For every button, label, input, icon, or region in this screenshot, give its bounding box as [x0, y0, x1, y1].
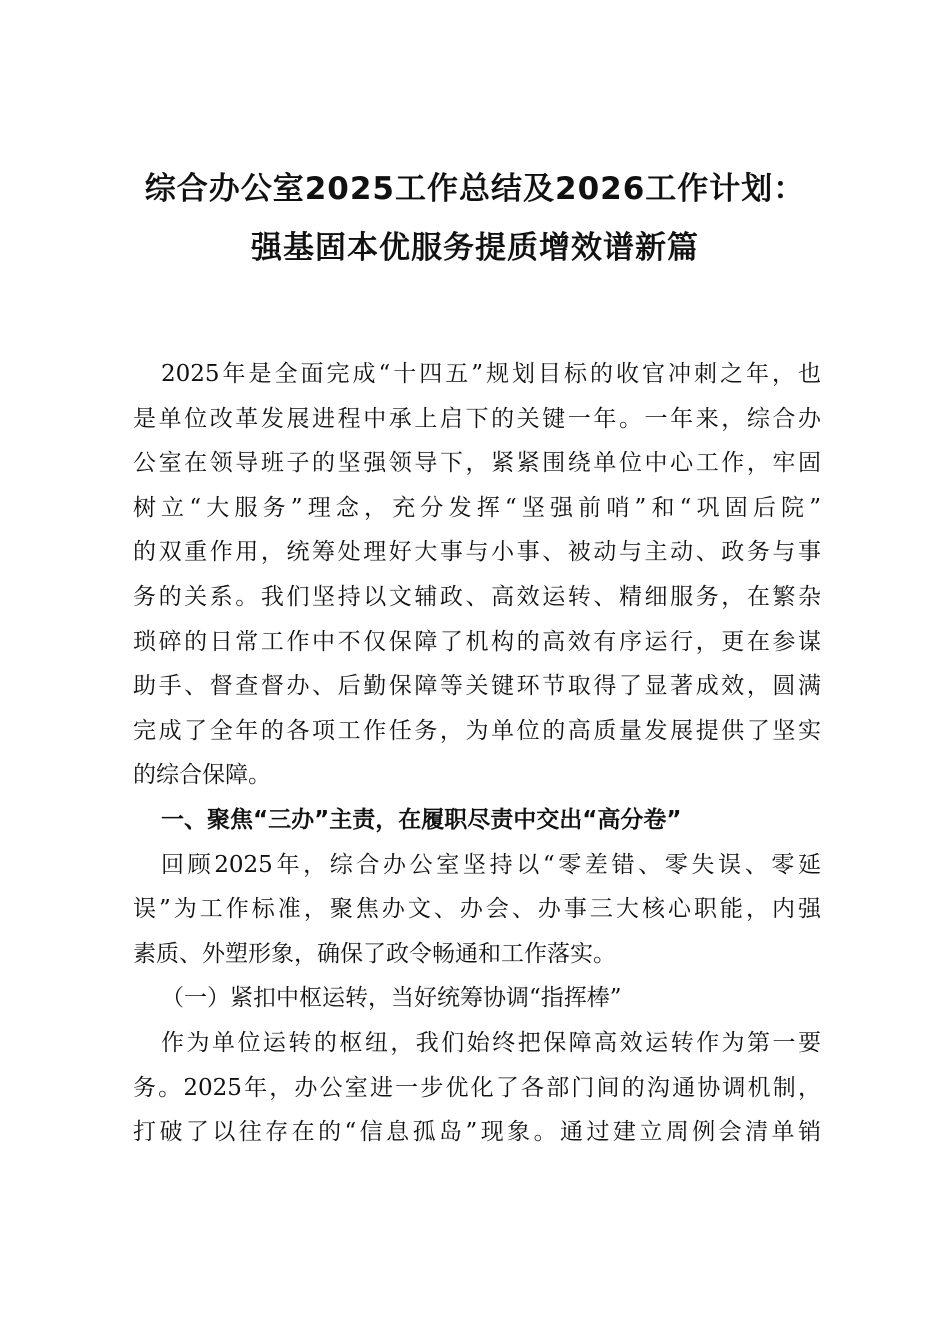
text-line: 回顾2025年，综合办公室坚持以“零差错、零失误、零延	[161, 851, 821, 878]
text-line: 素质、外塑形象，确保了政令畅通和工作落实。	[133, 940, 616, 967]
paragraph	[133, 1021, 821, 1155]
text-line: 误”为工作标准，聚焦办文、办会、办事三大核心职能，内强	[133, 896, 821, 923]
text-line: 的综合保障。	[133, 762, 271, 789]
text-line: 2025年是全面完成“十四五”规划目标的收官冲刺之年，也	[161, 361, 821, 387]
text-line: 务的关系。我们坚持以文辅政、高效运转、精细服务，在繁杂	[133, 583, 821, 610]
text-line: 完成了全年的各项工作任务，为单位的高质量发展提供了坚实	[133, 717, 821, 744]
text-line: 一、聚焦“三办”主责，在履职尽责中交出“高分卷”	[161, 806, 682, 833]
title-line-2: 强基固本优服务提质增效谱新篇	[251, 230, 699, 266]
subsection-heading	[133, 976, 821, 1021]
text-line: 是单位改革发展进程中承上启下的关键一年。一年来，综合办	[133, 405, 821, 432]
text-line: 打破了以往存在的“信息孤岛”现象。通过建立周例会清单销	[133, 1119, 821, 1146]
text-line: 琐碎的日常工作中不仅保障了机构的高效有序运行，更在参谋	[133, 628, 821, 655]
text-line: 公室在领导班子的坚强领导下，紧紧围绕单位中心工作，牢固	[133, 450, 821, 477]
text-line: 树立“大服务”理念，充分发挥“坚强前哨”和“巩固后院”	[133, 494, 821, 521]
paragraph	[133, 843, 821, 977]
text-line: 务。2025年，办公室进一步优化了各部门间的沟通协调机制，	[133, 1074, 821, 1101]
text-line: 作为单位运转的枢纽，我们始终把保障高效运转作为第一要	[161, 1029, 821, 1056]
title-line-1: 综合办公室2025工作总结及2026工作计划：	[144, 171, 806, 207]
text-line: 的双重作用，统筹处理好大事与小事、被动与主动、政务与事	[133, 539, 821, 566]
paragraph	[133, 352, 821, 798]
section-heading	[133, 798, 821, 843]
text-line: （一）紧扣中枢运转，当好统筹协调“指挥棒”	[161, 985, 622, 1012]
document-body	[133, 352, 821, 1155]
text-line: 助手、督查督办、后勤保障等关键环节取得了显著成效，圆满	[133, 673, 821, 700]
